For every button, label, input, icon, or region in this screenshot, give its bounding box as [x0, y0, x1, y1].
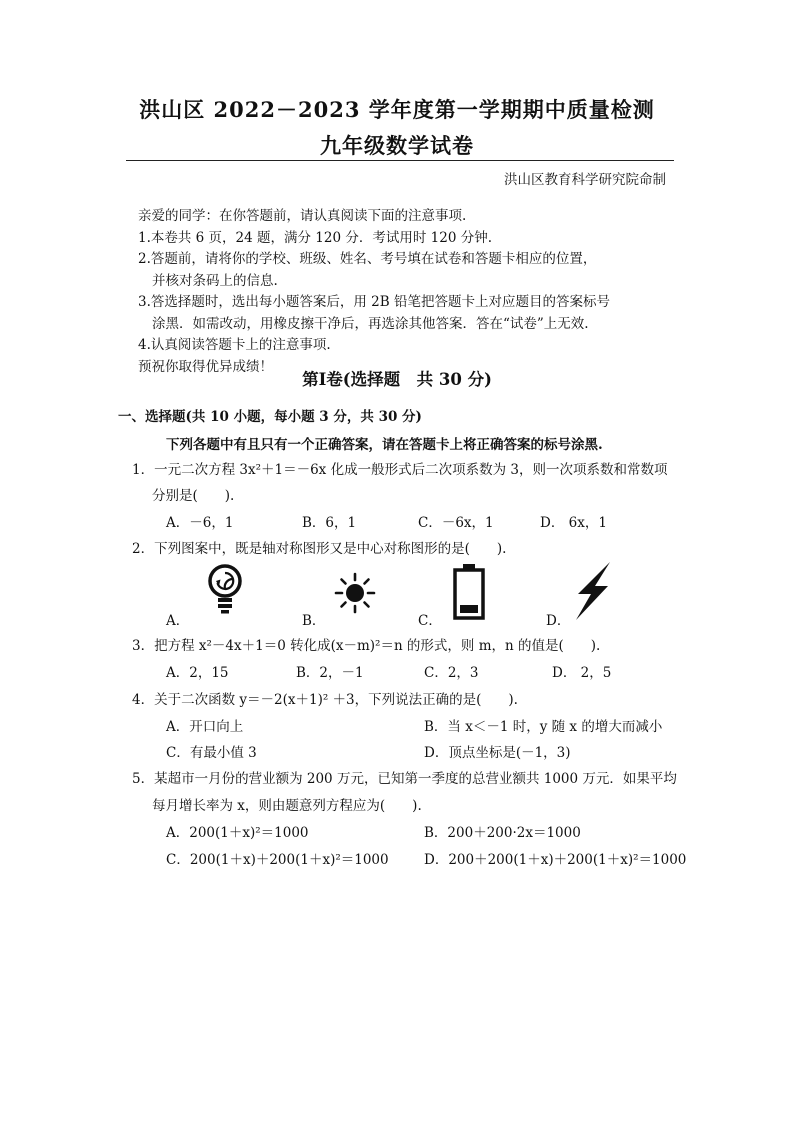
question-2-stem: 2．下列图案中，既是轴对称图形又是中心对称图形的是( ).	[132, 541, 507, 557]
question-5-stem-cont: 每月增长率为 x，则由题意列方程应为( ).	[152, 798, 422, 814]
question-3-option-c: C．2，3	[424, 665, 479, 681]
notice-greeting: 亲爱的同学：在你答题前，请认真阅读下面的注意事项.	[138, 208, 467, 224]
question-3-option-a: A．2，15	[166, 665, 229, 681]
title-divider	[126, 160, 674, 161]
question-3-option-d: D． 2，5	[552, 665, 612, 681]
question-1-option-a: A．－6，1	[166, 515, 234, 531]
question-3-option-b: B．2，－1	[296, 665, 364, 681]
question-4-option-b: B．当 x＜－1 时，y 随 x 的增大而减小	[424, 719, 663, 735]
notice-item-1: 1.本卷共 6 页，24 题，满分 120 分．考试用时 120 分钟.	[138, 229, 493, 246]
question-2-option-b: B．	[302, 613, 326, 629]
sun-icon	[334, 572, 376, 614]
notice-item-3: 3.答选择题时，选出每小题答案后，用 2B 铅笔把答题卡上对应题目的答案标号	[138, 294, 610, 310]
question-2-option-c: C．	[418, 613, 442, 629]
question-1-option-c: C．－6x，1	[418, 515, 494, 531]
exam-subtitle: 九年级数学试卷	[320, 133, 474, 158]
question-5-option-a: A．200(1＋x)²＝1000	[166, 825, 309, 841]
exam-title: 洪山区 2022－2023 学年度第一学期期中质量检测	[139, 97, 655, 122]
question-2-option-d: D．	[546, 613, 571, 629]
question-2-option-a: A．	[166, 613, 190, 629]
notice-item-3-cont: 涂黑．如需改动，用橡皮擦干净后，再选涂其他答案．答在“试卷”上无效.	[152, 315, 589, 332]
question-4-stem: 4．关于二次函数 y＝－2(x＋1)² ＋3，下列说法正确的是( ).	[132, 692, 518, 708]
notice-item-4: 4.认真阅读答题卡上的注意事项.	[138, 337, 331, 353]
question-4-option-a: A．开口向上	[166, 719, 244, 735]
question-5-stem: 5．某超市一月份的营业额为 200 万元，已知第一季度的总营业额共 1000 万元．如果平均	[132, 771, 677, 787]
part-heading: 一、选择题(共 10 小题，每小题 3 分，共 30 分)	[118, 409, 422, 425]
question-5-option-d: D．200＋200(1＋x)＋200(1＋x)²＝1000	[424, 852, 687, 868]
question-3-stem: 3．把方程 x²－4x＋1＝0 转化成(x－m)²＝n 的形式，则 m，n 的值是( ).	[132, 638, 601, 654]
notice-block	[138, 206, 678, 378]
battery-icon	[450, 562, 488, 622]
notice-item-2: 2.答题前，请将你的学校、班级、姓名、考号填在试卷和答题卡相应的位置，	[138, 251, 597, 267]
question-1-option-b: B．6，1	[302, 515, 357, 531]
question-1-option-d: D． 6x，1	[540, 515, 607, 531]
exam-author: 洪山区教育科学研究院命制	[504, 172, 666, 188]
notice-wish: 预祝你取得优异成绩！	[138, 358, 273, 375]
question-5-option-b: B．200＋200·2x＝1000	[424, 825, 581, 841]
question-4-option-c: C．有最小值 3	[166, 745, 257, 761]
question-1-stem-cont: 分别是( ).	[152, 488, 235, 504]
question-1-stem: 1．一元二次方程 3x²＋1＝－6x 化成一般形式后二次项系数为 3，则一次项系数和常数项	[132, 462, 668, 478]
lightning-icon	[572, 560, 614, 622]
section-title: 第Ⅰ卷(选择题 共 30 分)	[302, 370, 492, 389]
lightbulb-icon	[204, 562, 246, 618]
question-5-option-c: C．200(1＋x)＋200(1＋x)²＝1000	[166, 852, 389, 868]
notice-item-2-cont: 并核对条码上的信息.	[152, 272, 278, 289]
section-instruction: 下列各题中有且只有一个正确答案，请在答题卡上将正确答案的标号涂黑.	[166, 437, 603, 453]
question-4-option-d: D．顶点坐标是(－1，3)	[424, 745, 571, 761]
